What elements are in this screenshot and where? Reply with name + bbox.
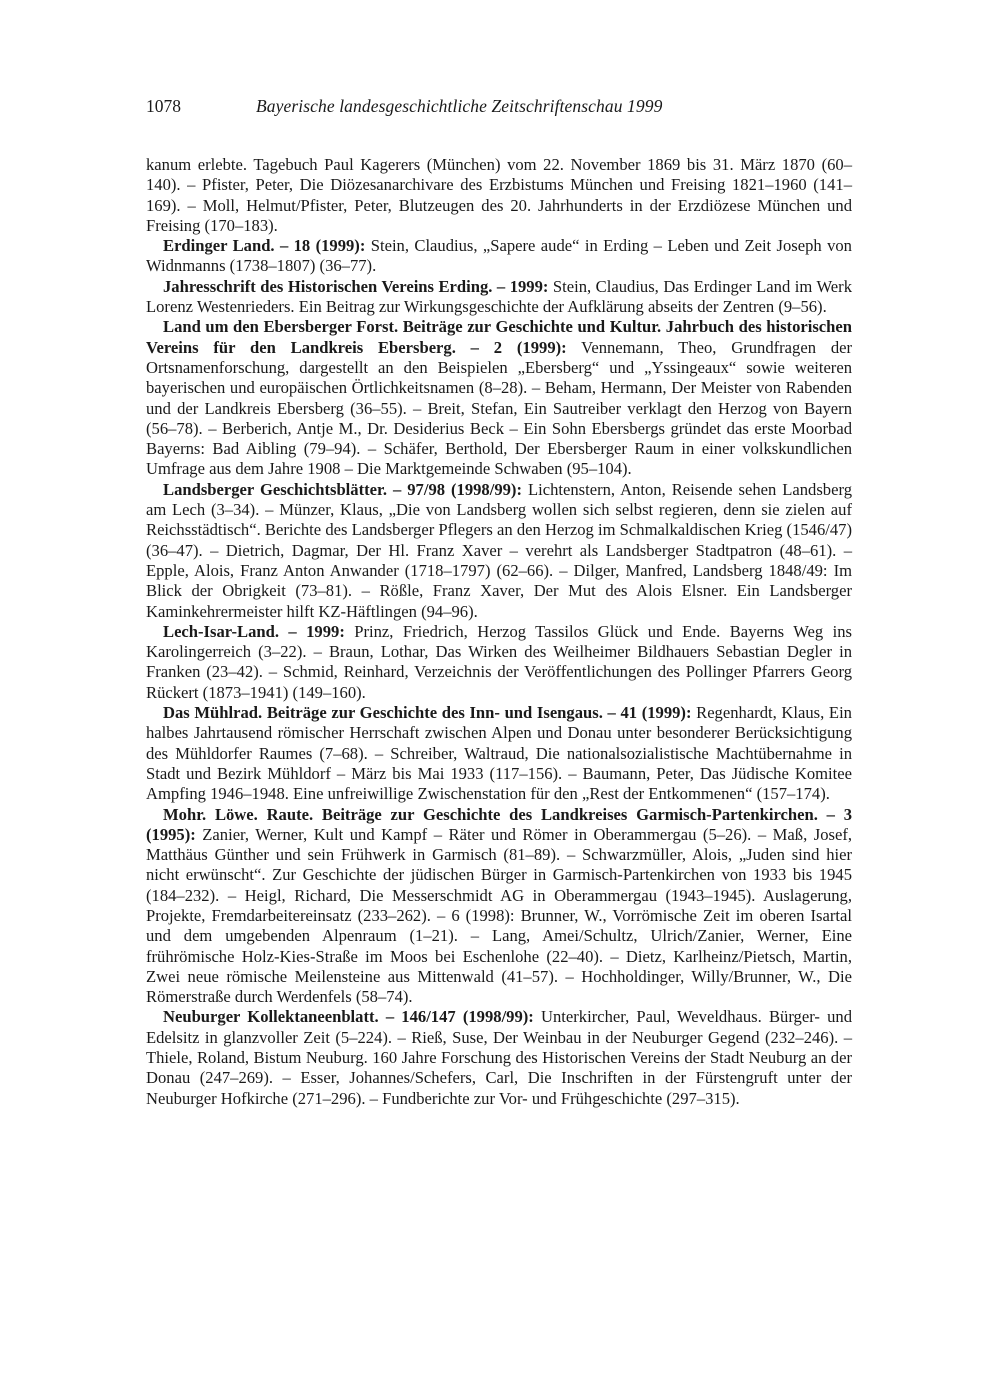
- entry-landsberger-geschichtsblaetter: [146, 480, 852, 622]
- entry-neuburger-kollektaneenblatt: [146, 1007, 852, 1108]
- paragraph-continuation: [146, 155, 852, 236]
- running-title: Bayerische landesgeschichtliche Zeitschriftenschau 1999: [256, 96, 663, 116]
- page-header: [146, 96, 854, 122]
- entry-text: Prinz, Friedrich, Herzog Tassilos Glück und Ende. Bayerns Weg ins Karolingerreich (3–22). – Braun, Lothar, Das Wirken des Weilheimer Bildhauers Sebastian Degler in Franken (23–42). – Schmid, Reinhard, Verzeichnis der Veröffentlichungen des Pollinger Pfarrers Georg Rückert (1873–1941) (149–160).: [146, 621, 852, 702]
- entry-heading: Neuburger Kollektaneenblatt. – 146/147 (1998/99):: [163, 1007, 534, 1027]
- entry-text: Stein, Claudius, „Sapere aude“ in Erding – Leben und Zeit Joseph von Widnmanns (1738–1807) (36–77).: [146, 236, 852, 276]
- entry-muehlrad: [146, 703, 852, 804]
- entry-heading: Land um den Ebersberger Forst. Beiträge zur Geschichte und Kultur. Jahrbuch des historischen Vereins für den Landkreis Ebersberg. – 2 (1999):: [146, 317, 852, 357]
- entry-heading: Landsberger Geschichtsblätter. – 97/98 (1998/99):: [163, 479, 522, 499]
- entry-jahresschrift-erding: [146, 277, 852, 318]
- entry-text: Unterkircher, Paul, Weveldhaus. Bürger- und Edelsitz in glanzvoller Zeit (5–224). – Rieß, Suse, Der Weinbau in der Neuburger Gegend (232–246). – Thiele, Roland, Bistum Neuburg. 160 Jahre Forschung des Historischen Vereins der Stadt Neuburg an der Donau (247–269). – Esser, Johannes/Schefers, Carl, Die Inschriften in der Fürstengruft unter der Neuburger Hofkirche (271–296). – Fundberichte zur Vor- und Frühgeschichte (297–315).: [146, 1007, 852, 1108]
- entry-text: Vennemann, Theo, Grundfragen der Ortsnamenforschung, dargestellt an den Beispielen „Ebersberg“ und „Yssingeaux“ sowie weiteren bayerischen und europäischen Örtlichkeitsnamen (8–28). – Beham, Hermann, Der Meister von Rabenden und der Landkreis Ebersberg (36–55). – Breit, Stefan, Ein Sautreiber verklagt den Herzog von Bayern (56–78). – Berberich, Antje M., Dr. Desiderius Beck – Ein Sohn Ebersbergs gründet das erste Moorbad Bayerns: Bad Aibling (79–94). – Schäfer, Berthold, Der Ebersberger Raum in einer volkskundlichen Umfrage aus dem Jahre 1908 – Die Marktgemeinde Schwaben (95–104).: [146, 337, 853, 479]
- entry-erdinger-land: [146, 236, 852, 277]
- entry-text: Zanier, Werner, Kult und Kampf – Räter und Römer in Oberammergau (5–26). – Maß, Josef, Matthäus Günther und sein Frühwerk in Garmisch (81–89). – Schwarzmüller, Alois, „Juden sind hier nicht erwünscht“. Zur Geschichte der jüdischen Bürger in Garmisch-Partenkirchen von 1933 bis 1945 (184–232). – Heigl, Richard, Die Messerschmidt AG in Oberammergau (1943–1945). Auslagerung, Projekte, Fremdarbeitereinsatz (233–262). – 6 (1998): Brunner, W., Vorrömische Zeit im oberen Isartal und dem umgebenden Alpenraum (1–21). – Lang, Amei/Schultz, Ulrich/Zanier, Werner, Eine frührömische Holz-Kies-Straße im Moos bei Eschenlohe (22–40). – Dietz, Karlheinz/Pietsch, Martin, Zwei neue römische Meilensteine aus Mittenwald (41–57). – Hochholdinger, Willy/Brunner, W., Die Römerstraße durch Werdenfels (58–74).: [146, 824, 852, 1007]
- body-text: [146, 155, 852, 1109]
- entry-text: Stein, Claudius, Das Erdinger Land im Werk Lorenz Westenrieders. Ein Beitrag zur Wirkungsgeschichte der Aufklärung abseits der Zentren (9–56).: [146, 276, 852, 317]
- entry-text: kanum erlebte. Tagebuch Paul Kagerers (München) vom 22. November 1869 bis 31. März 1870 (60–140). – Pfister, Peter, Die Diözesanarchivare des Erzbistums München und Freising 1821–1960 (141–169). – Moll, Helmut/Pfister, Peter, Blutzeugen des 20. Jahrhunderts in der Erzdiözese München und Freising (170–183).: [146, 155, 852, 235]
- entry-heading: Das Mühlrad. Beiträge zur Geschichte des Inn- und Isengaus. – 41 (1999):: [163, 703, 692, 723]
- entry-ebersberger-forst: [146, 317, 852, 479]
- entry-heading: Mohr. Löwe. Raute. Beiträge zur Geschichte des Landkreises Garmisch-Partenkirchen. – 3 (1995):: [146, 804, 852, 844]
- entry-heading: Lech-Isar-Land. – 1999:: [163, 621, 345, 641]
- entry-text: Lichtenstern, Anton, Reisende sehen Landsberg am Lech (3–34). – Münzer, Klaus, „Die von Landsberg wollen sich selbst regieren, denn sie zielen auf Reichsstädtisch“. Berichte des Landsberger Pflegers an den Herzog im Schmalkaldischen Krieg (1546/47) (36–47). – Dietrich, Dagmar, Der Hl. Franz Xaver – verehrt als Landsberger Stadtpatron (48–61). – Epple, Alois, Franz Anton Anwander (1718–1797) (62–66). – Dilger, Manfred, Landsberg 1848/49: Im Blick der Obrigkeit (73–81). – Rößle, Franz Xaver, Der Mut des Alois Elsner. Ein Landsberger Kaminkehrermeister hilft KZ-Häftlingen (94–96).: [146, 479, 852, 621]
- entry-lech-isar-land: [146, 622, 852, 703]
- page-number: 1078: [146, 96, 181, 116]
- entry-text: Regenhardt, Klaus, Ein halbes Jahrtausend römischer Herrschaft zwischen Alpen und Donau unter besonderer Berücksichtigung des Mühldorfer Raumes (7–68). – Schreiber, Waltraud, Die nationalsozialistische Machtübernahme in Stadt und Bezirk Mühldorf – März bis Mai 1933 (117–156). – Baumann, Peter, Das Jüdische Komitee Ampfing 1946–1948. Eine unfreiwillige Zwischenstation für den „Rest der Entkommenen“ (157–174).: [146, 703, 852, 804]
- entry-mohr-loewe-raute: [146, 805, 852, 1008]
- entry-heading: Erdinger Land. – 18 (1999):: [163, 236, 366, 256]
- entry-heading: Jahresschrift des Historischen Vereins Erding. – 1999:: [163, 276, 549, 296]
